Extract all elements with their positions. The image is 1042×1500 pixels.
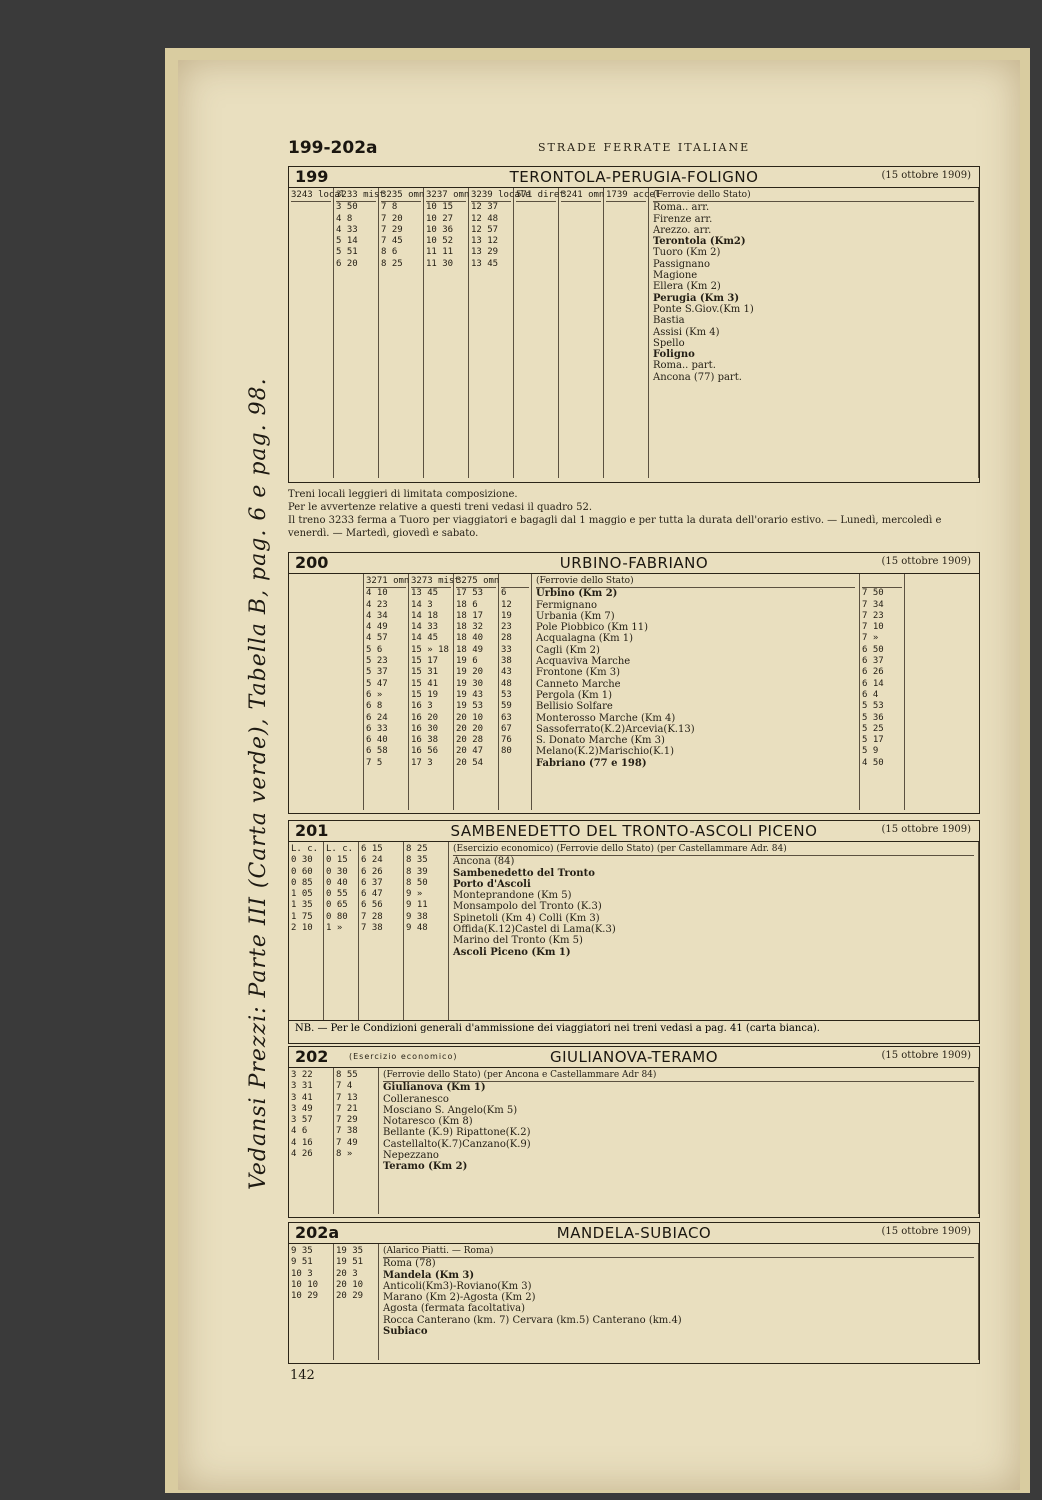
station: Roma (78) bbox=[383, 1258, 436, 1270]
table-199 bbox=[288, 166, 980, 483]
station: Ancona (77) part. bbox=[653, 371, 742, 383]
times: 6 15 6 24 6 26 6 37 6 47 6 56 7 28 7 38 bbox=[361, 844, 383, 934]
nb-note: NB. — Per le Condizioni generali d'ammissione dei viaggiatori nei treni vedasi a pag. 41 (carta bianca). bbox=[289, 1020, 979, 1036]
operator: (Ferrovie dello Stato) bbox=[653, 190, 974, 202]
table-number: 202 bbox=[295, 1047, 329, 1066]
station: Porto d'Ascoli bbox=[453, 878, 531, 890]
table-201 bbox=[288, 820, 980, 1044]
station: Rocca Canterano (km. 7) Cervara (km.5) Canterano (km.4) bbox=[383, 1314, 682, 1326]
table-subtitle: (Esercizio economico) bbox=[349, 1052, 458, 1061]
station: Mosciano S. Angelo(Km 5) bbox=[383, 1104, 518, 1116]
station: Notaresco (Km 8) bbox=[383, 1116, 473, 1128]
station: Monteprandone (Km 5) bbox=[453, 890, 572, 902]
station: Melano(K.2)Marischio(K.1) bbox=[536, 746, 674, 758]
train-col bbox=[289, 1068, 334, 1214]
station: Frontone (Km 3) bbox=[536, 667, 621, 679]
note: Il treno 3233 ferma a Tuoro per viaggiatori e bagagli dal 1 maggio e per tutta la durata dell'orario estivo. — Lunedì, mercoledì e venerdì. — Martedì, giovedì e sabato. bbox=[288, 515, 942, 539]
table-202 bbox=[288, 1046, 980, 1218]
train-col bbox=[289, 1244, 334, 1360]
station: Monterosso Marche (Km 4) bbox=[536, 712, 676, 724]
station: Magione bbox=[653, 270, 698, 282]
times: 17 53 18 6 18 17 18 32 18 40 18 49 19 6 19 20 19 30 19 43 19 53 20 10 20 20 20 28 20 47 20 54 bbox=[456, 588, 484, 768]
station: Urbino (Km 2) bbox=[536, 588, 618, 600]
return-col bbox=[860, 574, 905, 810]
station: Ellera (Km 2) bbox=[653, 281, 721, 293]
train-col bbox=[514, 188, 565, 478]
price-col bbox=[324, 842, 359, 1020]
table-title: TERONTOLA-PERUGIA-FOLIGNO bbox=[509, 168, 759, 186]
station-list bbox=[379, 1244, 979, 1360]
table-date: (15 ottobre 1909) bbox=[881, 824, 971, 835]
table-date: (15 ottobre 1909) bbox=[881, 1226, 971, 1237]
station: Nepezzano bbox=[383, 1150, 439, 1162]
station: Roma.. part. bbox=[653, 360, 716, 372]
table-199-body bbox=[289, 188, 979, 478]
station: Pergola (Km 1) bbox=[536, 689, 613, 701]
table-202a-body bbox=[289, 1244, 979, 1360]
times: 8 55 7 4 7 13 7 21 7 29 7 38 7 49 8 » bbox=[336, 1070, 358, 1160]
station: Acqualagna (Km 1) bbox=[536, 633, 634, 645]
station: Bellisio Solfare bbox=[536, 701, 613, 713]
train-col bbox=[334, 1244, 379, 1360]
prices: L. c. 0 15 0 30 0 40 0 55 0 65 0 80 1 » bbox=[326, 844, 354, 934]
note: Treni locali leggieri di limitata composizione. bbox=[288, 489, 518, 500]
train-head: 3241 omn bbox=[561, 190, 601, 202]
table-201-body bbox=[289, 842, 979, 1020]
table-title: GIULIANOVA-TERAMO bbox=[549, 1048, 719, 1066]
train-col bbox=[334, 188, 385, 478]
station: Firenze arr. bbox=[653, 213, 713, 225]
times: 19 35 19 51 20 3 20 10 20 29 bbox=[336, 1246, 364, 1302]
blank-col bbox=[289, 574, 364, 810]
side-note-text: Vedansi Prezzi: Parte III (Carta verde), Tabella B, pag. 6 e pag. 98. bbox=[246, 377, 271, 1190]
train-head: 1739 accel bbox=[606, 190, 646, 202]
train-head: 3235 omn bbox=[381, 190, 421, 202]
table-199-header bbox=[289, 167, 979, 188]
train-col bbox=[469, 188, 531, 478]
times: 12 37 12 48 12 57 13 12 13 29 13 45 bbox=[471, 202, 499, 269]
station: Acquaviva Marche bbox=[536, 656, 631, 668]
table-200-header bbox=[289, 553, 979, 574]
station: Marino del Tronto (Km 5) bbox=[453, 935, 583, 947]
train-head: 571 diret bbox=[516, 190, 556, 202]
operator: (Alarico Piatti. — Roma) bbox=[383, 1246, 974, 1258]
table-201-header bbox=[289, 821, 979, 842]
table-202a bbox=[288, 1222, 980, 1364]
times: 3 50 4 8 4 33 5 14 5 51 6 20 bbox=[336, 202, 358, 269]
table-date: (15 ottobre 1909) bbox=[881, 170, 971, 181]
station: Teramo (Km 2) bbox=[383, 1161, 468, 1173]
train-col bbox=[454, 574, 499, 810]
station: Spello bbox=[653, 337, 685, 349]
times: 4 10 4 23 4 34 4 49 4 57 5 6 5 23 5 37 5 47 6 » 6 8 6 24 6 33 6 40 6 58 7 5 bbox=[366, 588, 388, 768]
station: Giulianova (Km 1) bbox=[383, 1082, 486, 1094]
price-col bbox=[289, 842, 324, 1020]
train-col bbox=[364, 574, 409, 810]
page-header bbox=[288, 138, 978, 158]
station: Marano (Km 2)-Agosta (Km 2) bbox=[383, 1292, 536, 1304]
table-200-body bbox=[289, 574, 979, 810]
times: 7 50 7 34 7 23 7 10 7 » 6 50 6 37 6 26 6 14 6 4 5 53 5 36 5 25 5 17 5 9 4 50 bbox=[862, 588, 884, 768]
train-col bbox=[289, 188, 346, 478]
train-head: 3237 omn bbox=[426, 190, 466, 202]
times: 3 22 3 31 3 41 3 49 3 57 4 6 4 16 4 26 bbox=[291, 1070, 313, 1160]
times: 7 8 7 20 7 29 7 45 8 6 8 25 bbox=[381, 202, 403, 269]
km-col bbox=[499, 574, 532, 810]
train-head: 3271 omn bbox=[366, 576, 406, 588]
station: Castellalto(K.7)Canzano(K.9) bbox=[383, 1138, 531, 1150]
times: 10 15 10 27 10 36 10 52 11 11 11 30 bbox=[426, 202, 454, 269]
station: Colleranesco bbox=[383, 1093, 449, 1105]
station-list bbox=[649, 188, 979, 478]
blank-col bbox=[905, 574, 979, 810]
station: Roma.. arr. bbox=[653, 202, 710, 214]
station: Arezzo. arr. bbox=[653, 224, 712, 236]
train-head: 3239 locale bbox=[471, 190, 511, 202]
operator: (Ferrovie dello Stato) bbox=[536, 576, 855, 588]
table-title: URBINO-FABRIANO bbox=[559, 554, 709, 572]
station: Fabriano (77 e 198) bbox=[536, 757, 647, 769]
station: Bellante (K.9) Ripattone(K.2) bbox=[383, 1127, 531, 1139]
table-number: 199 bbox=[295, 167, 329, 186]
operator: (Esercizio economico) (Ferrovie dello Stato) (per Castellammare Adr. 84) bbox=[453, 844, 974, 856]
station: Spinetoli (Km 4) Colli (Km 3) bbox=[453, 912, 600, 924]
train-head: 3275 omn bbox=[456, 576, 496, 588]
station: Bastia bbox=[653, 315, 685, 327]
station: Perugia (Km 3) bbox=[653, 292, 740, 304]
train-col bbox=[424, 188, 469, 478]
table-number: 201 bbox=[295, 821, 329, 840]
train-col bbox=[604, 188, 661, 478]
times: 13 45 14 3 14 18 14 33 14 45 15 » 18 15 17 15 31 15 41 15 19 16 3 16 20 16 30 16 38 16 56 17 3 bbox=[411, 588, 449, 768]
train-head: 3273 mist bbox=[411, 576, 451, 588]
station: Urbania (Km 7) bbox=[536, 610, 615, 622]
table-number: 200 bbox=[295, 553, 329, 572]
station: Agosta (fermata facoltativa) bbox=[383, 1303, 526, 1315]
station: Monsampolo del Tronto (K.3) bbox=[453, 901, 602, 913]
times: 8 25 8 35 8 39 8 50 9 » 9 11 9 38 9 48 bbox=[406, 844, 428, 934]
train-head: 3233 mist bbox=[336, 190, 376, 202]
table-202-body bbox=[289, 1068, 979, 1214]
table-202-header bbox=[289, 1047, 979, 1068]
operator: (Ferrovie dello Stato) (per Ancona e Castellammare Adr 84) bbox=[383, 1070, 974, 1082]
station: Assisi (Km 4) bbox=[653, 326, 720, 338]
page-number: 199-202a bbox=[288, 138, 378, 158]
train-col bbox=[409, 574, 460, 810]
prices: L. c. 0 30 0 60 0 85 1 05 1 35 1 75 2 10 bbox=[291, 844, 319, 934]
station: Foligno bbox=[653, 349, 695, 361]
table-title: MANDELA-SUBIACO bbox=[556, 1224, 712, 1242]
table-date: (15 ottobre 1909) bbox=[881, 556, 971, 567]
note: Per le avvertenze relative a questi treni vedasi il quadro 52. bbox=[288, 502, 593, 513]
station: Cagli (Km 2) bbox=[536, 644, 600, 656]
train-col bbox=[334, 1068, 379, 1214]
train-head: 3243 local bbox=[291, 190, 331, 202]
station: Offida(K.12)Castel di Lama(K.3) bbox=[453, 924, 616, 936]
train-col bbox=[559, 188, 604, 478]
station: Ancona (84) bbox=[453, 856, 515, 868]
station: Ponte S.Giov.(Km 1) bbox=[653, 303, 754, 315]
table-number: 202a bbox=[295, 1223, 340, 1242]
km: 6 12 19 23 28 33 38 43 48 53 59 63 67 76 80 bbox=[501, 588, 512, 757]
station-list bbox=[532, 574, 860, 810]
station: Sassoferrato(K.2)Arcevia(K.13) bbox=[536, 723, 695, 735]
station: Ascoli Piceno (Km 1) bbox=[453, 946, 571, 958]
station: Pole Piobbico (Km 11) bbox=[536, 622, 649, 634]
notes-199 bbox=[288, 488, 978, 540]
station: Anticoli(Km3)-Roviano(Km 3) bbox=[383, 1280, 532, 1292]
station: Fermignano bbox=[536, 599, 598, 611]
train-col bbox=[359, 842, 404, 1020]
table-200 bbox=[288, 552, 980, 814]
station: Sambenedetto del Tronto bbox=[453, 867, 595, 879]
station: Tuoro (Km 2) bbox=[653, 247, 721, 259]
page-title: STRADE FERRATE ITALIANE bbox=[538, 141, 751, 154]
station: S. Donato Marche (Km 3) bbox=[536, 735, 665, 747]
station-list bbox=[379, 1068, 979, 1214]
table-202a-header bbox=[289, 1223, 979, 1244]
times: 9 35 9 51 10 3 10 10 10 29 bbox=[291, 1246, 319, 1302]
station: Mandela (Km 3) bbox=[383, 1269, 475, 1281]
station: Terontola (Km2) bbox=[653, 236, 746, 248]
train-col bbox=[379, 188, 424, 478]
station: Passignano bbox=[653, 258, 710, 270]
train-col bbox=[404, 842, 449, 1020]
station-list bbox=[449, 842, 979, 1020]
station: Subiaco bbox=[383, 1326, 428, 1338]
page-footer-number: 142 bbox=[290, 1368, 315, 1383]
table-date: (15 ottobre 1909) bbox=[881, 1050, 971, 1061]
table-title: SAMBENEDETTO DEL TRONTO-ASCOLI PICENO bbox=[450, 822, 818, 840]
station: Canneto Marche bbox=[536, 678, 621, 690]
side-note bbox=[236, 370, 276, 1210]
